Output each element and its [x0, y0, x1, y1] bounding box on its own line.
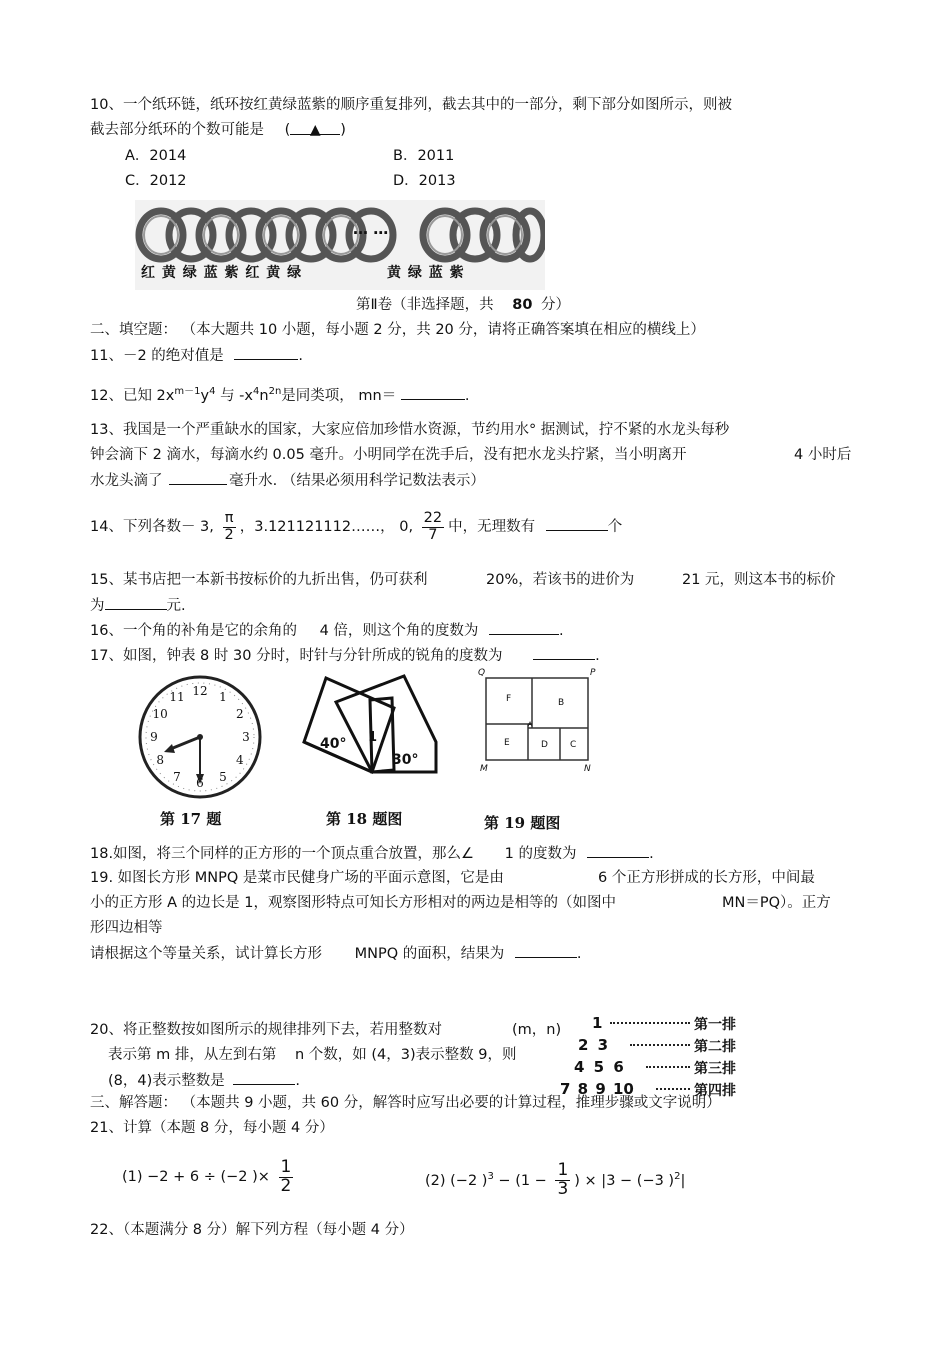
- q17-end: .: [595, 648, 600, 664]
- clock-number-9: 9: [150, 730, 158, 744]
- q19-line2-b: MN＝PQ）。正方: [722, 895, 831, 911]
- q20-line1: [90, 1020, 562, 1040]
- fig19-label-q: Q: [478, 668, 486, 678]
- fig19-label-a: A: [528, 721, 533, 728]
- q12-mid: 与 -x: [220, 387, 253, 404]
- q21-p2-frac-den: 3: [557, 1179, 569, 1200]
- q14-pre: 14、下列各数－ 3,: [90, 519, 214, 535]
- q20-line3-text: (8，4)表示整数是: [108, 1073, 225, 1089]
- q21-p1-frac-num: 1: [280, 1156, 292, 1177]
- q16-text2: 4 倍，则这个角的度数为: [319, 623, 479, 639]
- ring-colors-left: 红 黄 绿 蓝 紫 红 黄 绿: [141, 265, 303, 281]
- q19-line4-a: 请根据这个等量关系，试计算长方形: [90, 946, 322, 962]
- clock-number-12: 12: [192, 684, 208, 698]
- q13-line3-b: 毫升水. （结果必须用科学记数法表示）: [229, 473, 485, 489]
- q21-p1-expr: (1) −2 + 6 ÷ (−2 )×: [122, 1169, 270, 1185]
- q20-line2: [108, 1045, 516, 1065]
- q19-line2: [90, 893, 831, 913]
- q12-n: n: [259, 387, 269, 404]
- q21-title: 21、计算（本题 8 分，每小题 4 分）: [90, 1120, 334, 1136]
- section2-score: 80: [512, 297, 533, 313]
- q16: [90, 620, 564, 641]
- three-squares-svg: [300, 670, 440, 780]
- q18: [90, 843, 654, 864]
- clock-number-3: 3: [242, 730, 250, 744]
- fig19-label-m: M: [480, 764, 488, 774]
- part2-header: 二、填空题： （本大题共 10 小题，每小题 2 分，共 20 分，请将正确答案填在相应的横线上）: [90, 322, 705, 338]
- q21-p2-exp: 3: [487, 1171, 494, 1182]
- q18-text2: 1 的度数为: [504, 846, 577, 862]
- row1-numbers: 1: [592, 1014, 603, 1032]
- clock-number-11: 11: [169, 690, 185, 705]
- part3-header: 三、解答题： （本题共 9 小题，共 60 分，解答时应写出必要的计算过程，推理步骤或文字说明）: [90, 1095, 721, 1111]
- q13-line2-end: 4 小时后: [794, 447, 852, 463]
- q14-frac1-den: 2: [224, 526, 234, 543]
- rectangle-mnpq-svg: [478, 668, 603, 778]
- q17-text: 17、如图，钟表 8 时 30 分时，时针与分针所成的锐角的度数为: [90, 648, 503, 664]
- q20-line1-b: (m，n): [512, 1022, 562, 1038]
- q19-line3: 形四边相等: [90, 920, 163, 936]
- clock-number-4: 4: [236, 753, 244, 767]
- q10-line2-text: 截去部分纸环的个数可能是: [90, 122, 264, 138]
- q14: [90, 505, 622, 549]
- q18-end: .: [649, 846, 654, 862]
- q21-p1-frac: [279, 1156, 294, 1196]
- rectangle-mnpq-figure: [478, 668, 603, 778]
- q11: [90, 345, 303, 366]
- q15-line2: [90, 595, 186, 616]
- row2-numbers: 2 3: [578, 1036, 609, 1054]
- row3-numbers: 4 5 6: [574, 1058, 624, 1076]
- q21-part2: [425, 1155, 685, 1203]
- q16-end: .: [559, 623, 564, 639]
- q17: [90, 645, 600, 666]
- q13-line3: [90, 470, 485, 491]
- q21-p2-post: ) × |3 − (−3 ): [574, 1172, 675, 1189]
- q13-answer-blank[interactable]: [169, 470, 227, 485]
- q15-line1-a: 15、某书店把一本新书按标价的九折出售，仍可获利: [90, 572, 428, 588]
- clock-number-5: 5: [219, 769, 227, 784]
- section2-title: [356, 295, 570, 315]
- q14-post: 中，无理数有: [448, 519, 536, 535]
- q12: [90, 382, 469, 406]
- q21-p2-frac: [555, 1162, 570, 1199]
- fig19-label-f: F: [506, 694, 512, 704]
- q15-line2-b: 元.: [166, 598, 186, 614]
- q21-p2-end: |: [680, 1172, 686, 1189]
- q11-answer-blank[interactable]: [234, 345, 298, 360]
- q10-option-d[interactable]: D．2013: [393, 173, 456, 189]
- section2-title-c: 分）: [541, 297, 571, 313]
- q10-option-b[interactable]: B．2011: [393, 148, 455, 164]
- q10-paren-close: ): [340, 122, 346, 138]
- q12-exp-m: m－1: [174, 386, 201, 397]
- q16-answer-blank[interactable]: [489, 620, 559, 635]
- row1-dots: [610, 1022, 690, 1024]
- q12-pre: 12、已知 2x: [90, 387, 175, 404]
- fig19-label-e: E: [504, 738, 510, 748]
- three-squares-figure: [300, 670, 440, 780]
- fig19-label-p: P: [590, 668, 596, 678]
- row1-label: 第一排: [694, 1017, 736, 1033]
- q19-line1-a: 19. 如图长方形 MNPQ 是菜市民健身广场的平面示意图，它是由: [90, 870, 504, 886]
- q11-text: 11、－2 的绝对值是: [90, 348, 224, 364]
- clock-number-1: 1: [219, 690, 227, 705]
- q22: 22、（本题满分 8 分）解下列方程（每小题 4 分）: [90, 1222, 414, 1238]
- fig18-angle-30: 30°: [392, 752, 419, 768]
- q12-end: .: [464, 387, 470, 404]
- ring-chain-ellipsis: … …: [353, 220, 389, 238]
- clock-figure: [135, 670, 265, 800]
- fig19-label-c: C: [570, 740, 577, 750]
- section2-title-a: 第Ⅱ卷（非选择题，共: [356, 297, 494, 313]
- q21-part1: [122, 1155, 297, 1199]
- row2-label: 第二排: [694, 1039, 736, 1055]
- q19-answer-blank[interactable]: [515, 943, 577, 958]
- q13-line1: 13、我国是一个严重缺水的国家，大家应倍加珍惜水资源，节约用水° 据测试，拧不紧的水龙头每秒: [90, 422, 730, 438]
- fig19-label-n: N: [584, 764, 591, 774]
- q15-line1-b: 20%，若该书的进价为: [486, 572, 635, 588]
- fig18-angle-40: 40°: [320, 736, 347, 752]
- q19-line4-b: MNPQ 的面积，结果为: [354, 946, 505, 962]
- row2-dots: [630, 1044, 690, 1046]
- q19-line1: [90, 868, 815, 888]
- q20-end: .: [295, 1073, 300, 1089]
- q19-line1-b: 6 个正方形拼成的长方形，中间最: [598, 870, 815, 886]
- q12-exp-2n: 2n: [268, 386, 282, 397]
- q18-text: 18.如图，将三个同样的正方形的一个顶点重合放置，那么∠: [90, 846, 475, 862]
- q19-line2-a: 小的正方形 A 的边长是 1，观察图形特点可知长方形相对的两边是相等的（如图中: [90, 895, 616, 911]
- q21-p2-frac-num: 1: [557, 1160, 569, 1181]
- q10-option-c[interactable]: C．2012: [125, 173, 187, 189]
- q13-line2: [90, 445, 852, 465]
- q21-p2-pre: (2) (−2 ): [425, 1172, 488, 1189]
- row3-dots: [646, 1066, 690, 1068]
- q14-frac2-num: 22: [423, 510, 443, 527]
- q13-line3-a: 水龙头滴了: [90, 473, 163, 489]
- q14-frac1-num: π: [224, 510, 234, 527]
- triangle-icon: ▲: [309, 122, 321, 138]
- q15-line2-a: 为: [90, 598, 105, 614]
- q13-line2-text: 钟会滴下 2 滴水，每滴水约 0.05 毫升。小明同学在洗手后，没有把水龙头拧紧，当小明离开: [90, 447, 687, 463]
- clock-number-2: 2: [236, 707, 244, 721]
- q18-answer-blank[interactable]: [587, 843, 649, 858]
- q20-line2-b: n 个数，如 (4，3)表示整数 9，则: [294, 1047, 517, 1063]
- q10-line2: [90, 120, 346, 140]
- q20-answer-blank[interactable]: [233, 1070, 295, 1085]
- q15-line1-c: 21 元，则这本书的标价: [682, 572, 836, 588]
- q14-answer-blank[interactable]: [546, 516, 608, 531]
- row4-dots: [656, 1088, 690, 1090]
- q16-text: 16、一个角的补角是它的余角的: [90, 623, 297, 639]
- paper-ring-chain-figure: [135, 200, 545, 290]
- clock-number-10: 10: [152, 707, 168, 721]
- q10-answer-blank[interactable]: [290, 120, 340, 138]
- q14-frac-22-over-7: [422, 511, 444, 542]
- q10-option-a[interactable]: A．2014: [125, 148, 187, 164]
- q12-exp-4: 4: [209, 386, 216, 397]
- q19-end: .: [576, 946, 582, 962]
- q14-mid: ，3.121121112……， 0,: [239, 519, 414, 535]
- q19-line4: [90, 943, 581, 964]
- row4-numbers: 7 8 9 10: [560, 1080, 634, 1098]
- q14-frac-pi-over-2: [223, 511, 236, 542]
- fig18-caption: 第 18 题图: [326, 810, 403, 828]
- fig19-label-b: B: [558, 698, 565, 708]
- q10-line1: 10、一个纸环链，纸环按红黄绿蓝紫的顺序重复排列，截去其中的一部分，剩下部分如图所示，则被: [90, 97, 732, 113]
- row3-label: 第三排: [694, 1061, 736, 1077]
- q14-frac2-den: 7: [428, 526, 438, 543]
- fig19-label-d: D: [541, 740, 548, 750]
- q20-line2-a: 表示第 m 排，从左到右第: [108, 1047, 277, 1063]
- clock-number-8: 8: [156, 753, 164, 767]
- row4-label: 第四排: [694, 1083, 736, 1099]
- fig19-caption: 第 19 题图: [484, 814, 561, 832]
- q15-line1: [90, 570, 836, 590]
- q12-exp-4b: 4: [253, 386, 260, 397]
- q12-answer-blank[interactable]: [401, 385, 465, 400]
- q12-y: y: [200, 387, 210, 404]
- q20-line3: [108, 1070, 300, 1091]
- q14-end: 个: [607, 519, 623, 535]
- q21-p2-mid: − (1 −: [493, 1172, 547, 1189]
- ring-colors-right: 黄 绿 蓝 紫: [387, 265, 465, 281]
- q17-answer-blank[interactable]: [533, 645, 595, 660]
- number-triangle-figure: [560, 1014, 750, 1104]
- q10-paren-open: (: [284, 122, 291, 138]
- q21-p2-exp2: 2: [674, 1171, 681, 1182]
- clock-number-7: 7: [173, 769, 181, 784]
- clock-number-6: 6: [196, 776, 204, 790]
- q11-end: .: [298, 348, 304, 364]
- q20-line1-a: 20、将正整数按如图所示的规律排列下去，若用整数对: [90, 1022, 442, 1038]
- fig18-angle-1-label: 1: [368, 730, 378, 745]
- q15-answer-blank[interactable]: [105, 595, 167, 610]
- q21-p1-frac-den: 2: [280, 1175, 292, 1196]
- q12-post: 是同类项， mn＝: [281, 387, 397, 404]
- fig17-caption: 第 17 题: [160, 810, 222, 828]
